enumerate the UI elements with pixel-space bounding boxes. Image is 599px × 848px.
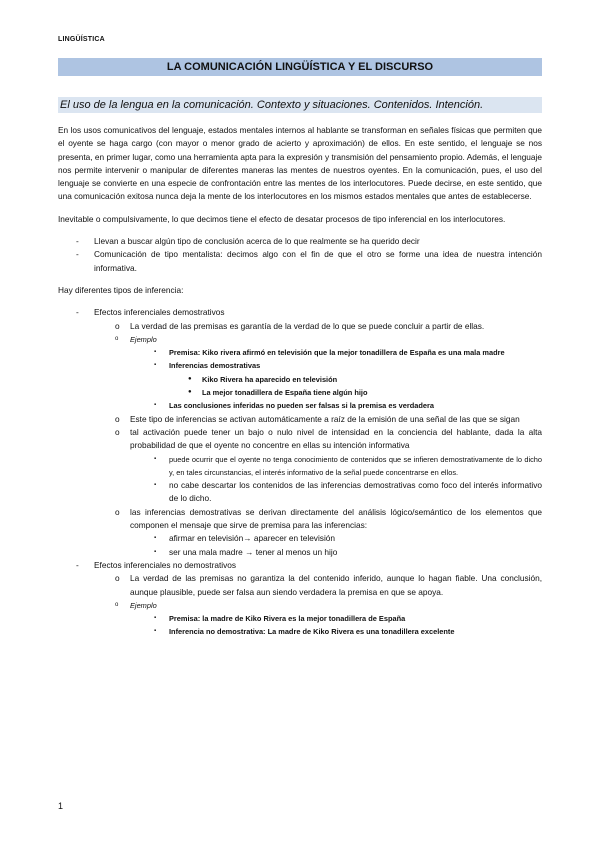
square-bullet: ▪ <box>154 455 157 462</box>
dot-bullet: ● <box>188 389 192 396</box>
circle-bullet: o <box>115 573 120 584</box>
circle-bullet: o <box>115 506 120 517</box>
list-item: ▪ no cabe descartar los contenidos de las inferencias demostrativas como foco del interés informativo de lo dicho. <box>154 480 542 504</box>
list-item: o Ejemplo <box>115 333 542 346</box>
square-bullet: ▪ <box>154 535 157 542</box>
square-bullet: ▪ <box>154 628 157 635</box>
list-item: ● Kiko Rivera ha aparecido en televisión <box>188 373 542 386</box>
list-item: ▪ puede ocurrir que el oyente no tenga conocimiento de contenidos que se infieren demostrativamente de lo dicho y, en tales circunstancias, el interés informativo de la señal puede concentrarse en ellos. <box>154 454 542 477</box>
circle-bullet: o <box>115 426 120 437</box>
list-item: ▪ Premisa: Kiko rivera afirmó en televisión que la mejor tonadillera de España es una mala madre <box>154 346 542 359</box>
paragraph-intro: En los usos comunicativos del lenguaje, estados mentales internos al hablante se transforman en señales físicas que permiten que el oyente se haga cargo (con mayor o menor grado de acierto y aproximación) de ellos. En este sentido, el lenguaje se nos presenta, en primer lugar, como una herramienta apta para la expresión y transmisión del pensamiento propio. Además, el lenguaje nos permite intervenir o manipular de diferentes maneras las mentes de nuestros oyentes. En la comunicación, pues, el uso del lenguaje se convierte en una especie de confrontación entre las mentes de los interlocutores. Puede decirse, en este sentido, que una comunicación exitosa nunca deja la mente de los interlocutores en los mismos estados mentales que antes de establecerse. <box>58 125 542 202</box>
list-item: ▪ Inferencia no demostrativa: La madre de Kiko Rivera es una tonadillera excelente <box>154 625 542 638</box>
dot-bullet: ● <box>188 375 192 382</box>
dash-bullet: - <box>76 236 79 247</box>
dash-bullet: - <box>76 307 79 318</box>
circle-bullet: o <box>115 413 120 424</box>
list-item: o La verdad de las premisas es garantía de la verdad de lo que se puede concluir a partir de ellas. <box>115 320 542 333</box>
square-bullet: ▪ <box>154 349 157 356</box>
section-heading: El uso de la lengua en la comunicación. Contexto y situaciones. Contenidos. Intención. <box>58 97 542 113</box>
list-item: o Este tipo de inferencias se activan automáticamente a raíz de la emisión de una señal de las que se sigan <box>115 413 542 426</box>
list-item: ▪ Las conclusiones inferidas no pueden ser falsas si la premisa es verdadera <box>154 399 542 412</box>
circle-bullet: o <box>115 335 119 342</box>
list-item: o tal activación puede tener un bajo o nulo nivel de intensidad en la conciencia del hablante, dada la alta probabilidad de que el oyente no concentre en ellas su intención informativa <box>115 426 542 451</box>
list-item: ▪ ser una mala madre → tener al menos un hijo <box>154 546 542 559</box>
square-bullet: ▪ <box>154 402 157 409</box>
square-bullet: ▪ <box>154 482 157 489</box>
running-header: LINGÜÍSTICA <box>58 36 105 43</box>
list-item: - Comunicación de tipo mentalista: decimos algo con el fin de que el otro se forme una idea de nuestra intención informativa. <box>76 249 542 273</box>
document-body <box>58 124 542 639</box>
list-item: o las inferencias demostrativas se derivan directamente del análisis lógico/semántico de los elementos que componen el mensaje que sirve de premisa para las inferencias: <box>115 506 542 531</box>
circle-bullet: o <box>115 601 119 608</box>
dash-bullet: - <box>76 249 79 260</box>
square-bullet: ▪ <box>154 548 157 555</box>
list-item: o Ejemplo <box>115 599 542 612</box>
paragraph-inferential: Inevitable o compulsivamente, lo que decimos tiene el efecto de desatar procesos de tipo inferencial en los interlocutores. <box>58 213 506 224</box>
list-item: - Llevan a buscar algún tipo de conclusión acerca de lo que realmente se ha querido decir <box>76 235 542 248</box>
square-bullet: ▪ <box>154 362 157 369</box>
list-item: ▪ Inferencias demostrativas <box>154 359 542 372</box>
list-item: ● La mejor tonadillera de España tiene algún hijo <box>188 386 542 399</box>
list-item-no-demostrativos: - Efectos inferenciales no demostrativos <box>76 559 542 572</box>
list-item: o La verdad de las premisas no garantiza la del contenido inferido, aunque lo hagan fiable. Una conclusión, aunque plausible, puede ser falsa aun siendo verdadera la premisa en que se apoya. <box>115 573 542 597</box>
paragraph-types: Hay diferentes tipos de inferencia: <box>58 284 184 295</box>
page-number: 1 <box>58 801 64 811</box>
list-item: ▪ afirmar en televisión→ aparecer en televisión <box>154 532 542 545</box>
list-item: ▪ Premisa: la madre de Kiko Rivera es la mejor tonadillera de España <box>154 612 542 625</box>
list-item-demostrativos: - Efectos inferenciales demostrativos <box>76 306 542 319</box>
dash-bullet: - <box>76 559 79 570</box>
circle-bullet: o <box>115 320 120 331</box>
square-bullet: ▪ <box>154 615 157 622</box>
document-title: LA COMUNICACIÓN LINGÜÍSTICA Y EL DISCURSO <box>58 58 542 76</box>
